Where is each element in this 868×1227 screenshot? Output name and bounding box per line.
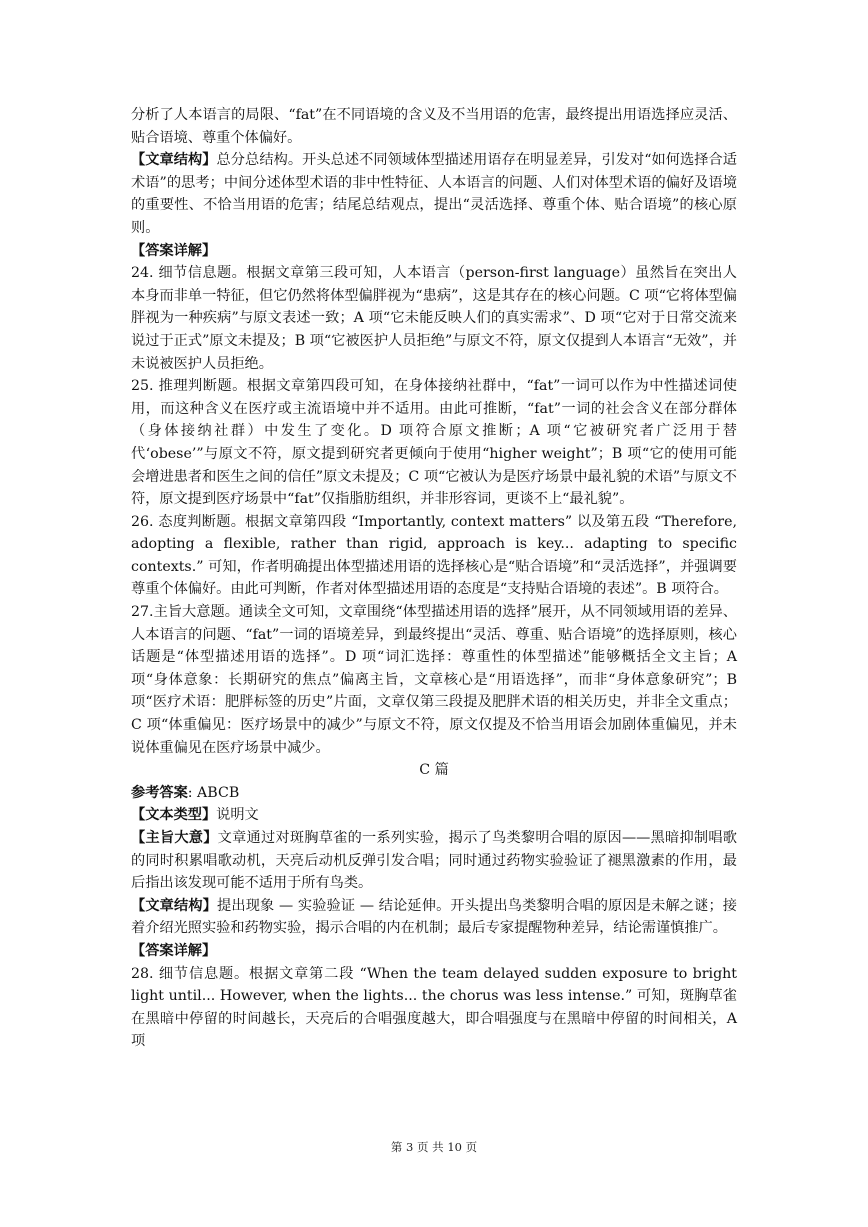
main-idea-paragraph <box>131 827 737 895</box>
text-type-value: 说明文 <box>216 807 259 824</box>
section-c-heading: C 篇 <box>419 762 449 779</box>
question-27-explanation: 27.主旨大意题。通读全文可知，文章围绕“体型描述用语的选择”展开，从不同领域用语的差异、人本语言的问题、“fat”一词的语境差异，到最终提出“灵活、尊重、贴合语境”的选择原则，核心话题是“体型描述用语的选择”。D 项“词汇选择：尊重性的体型描述”能够概括全文主旨；A 项“身体意象：长期研究的焦点”偏离主旨，文章核心是“用语选择”，而非“身体意象研究”；B 项“医疗术语：肥胖标签的历史”片面，文章仅第三段提及肥胖术语的相关历史，并非全文重点；C 项“体重偏见：医疗场景中的减少”与原文不符，原文仅提及不恰当用语会加剧体重偏见，并未说体重偏见在医疗场景中减少。 <box>131 604 737 756</box>
reference-answer-value: : ABCB <box>187 784 240 801</box>
question-25-explanation: 25. 推理判断题。根据文章第四段可知，在身体接纳社群中，“fat”一词可以作为中性描述词使用，而这种含义在医疗或主流语境中并不适用。由此可推断，“fat”一词的社会含义在部分群体（身体接纳社群）中发生了变化。D 项符合原文推断；A 项“它被研究者广泛用于替代‘obese’”与原文不符，原文提到研究者更倾向于使用“higher weight”；B 项“它的使用可能会增进患者和医生之间的信任”原文未提及；C 项“它被认为是医疗场景中最礼貌的术语”与原文不符，原文提到医疗场景中“fat”仅指脂肪组织，并非形容词，更谈不上“最礼貌”。 <box>131 378 737 508</box>
intro-paragraph: 分析了人本语言的局限、“fat”在不同语境的含义及不当用语的危害，最终提出用语选择应灵活、贴合语境、尊重个体偏好。 <box>131 107 737 146</box>
question-28-explanation: 28. 细节信息题。根据文章第二段 “When the team delayed sudden exposure to bright light until... However, when the lights... the chorus was less intense.” 可知，斑胸草雀在黑暗中停留的时间越长，天亮后的合唱强度越大，即合唱强度与在黑暗中停留的时间相关，A 项 <box>131 965 737 1050</box>
reference-answer <box>131 782 737 805</box>
structure-c-label: 【文章结构】 <box>131 897 218 914</box>
main-idea-label: 【主旨大意】 <box>131 830 218 846</box>
answer-detail-heading: 【答案详解】 <box>131 242 217 259</box>
answer-detail-heading-c: 【答案详解】 <box>131 942 217 959</box>
question-24-explanation: 24. 细节信息题。根据文章第三段可知，人本语言（person-first language）虽然旨在突出人本身而非单一特征，但它仍然将体型偏胖视为“患病”，这是其存在的核心问题。C 项“它将体型偏胖视为一种疾病”与原文表述一致；A 项“它未能反映人们的真实需求”、D 项“它对于日常交流来说过于正式”原文未提及；B 项“它被医护人员拒绝”与原文不符，原文仅提到人本语言“无效”，并未说被医护人员拒绝。 <box>131 265 737 372</box>
text-type-paragraph <box>131 804 737 827</box>
text-type-label: 【文本类型】 <box>131 807 217 824</box>
structure-text: 总分总结构。开头总述不同领域体型描述用语存在明显差异，引发对“如何选择合适术语”的思考；中间分述体型术语的非中性特征、人本语言的问题、人们对体型术语的偏好及语境的重要性、不恰当用语的危害；结尾总结观点，提出“灵活选择、尊重个体、贴合语境”的核心原则。 <box>131 152 737 236</box>
main-idea-text: 文章通过对斑胸草雀的一系列实验，揭示了鸟类黎明合唱的原因——黑暗抑制唱歌的同时积累唱歌动机，天亮后动机反弹引发合唱；同时通过药物实验验证了褪黑激素的作用，最后指出该发现可能不适用于所有鸟类。 <box>131 830 737 892</box>
structure-label: 【文章结构】 <box>131 152 217 169</box>
structure-paragraph <box>131 149 737 239</box>
structure-c-text: 提出现象 — 实验验证 — 结论延伸。开头提出鸟类黎明合唱的原因是未解之谜；接着介绍光照实验和药物实验，揭示合唱的内在机制；最后专家提醒物种差异，结论需谨慎推广。 <box>131 897 737 937</box>
question-26-explanation: 26. 态度判断题。根据文章第四段 “Importantly, context matters” 以及第五段 “Therefore, adopting a flexible, rather than rigid, approach is key... adapting to specific contexts.” 可知，作者明确提出体型描述用语的选择核心是“贴合语境”和“灵活选择”，并强调要尊重个体偏好。由此可判断，作者对体型描述用语的态度是“支持贴合语境的表述”。B 项符合。 <box>131 513 737 598</box>
page-footer: 第 3 页 共 10 页 <box>390 1140 478 1154</box>
page-content <box>131 104 737 1053</box>
reference-answer-label: 参考答案 <box>131 784 188 801</box>
structure-c-paragraph <box>131 895 737 940</box>
